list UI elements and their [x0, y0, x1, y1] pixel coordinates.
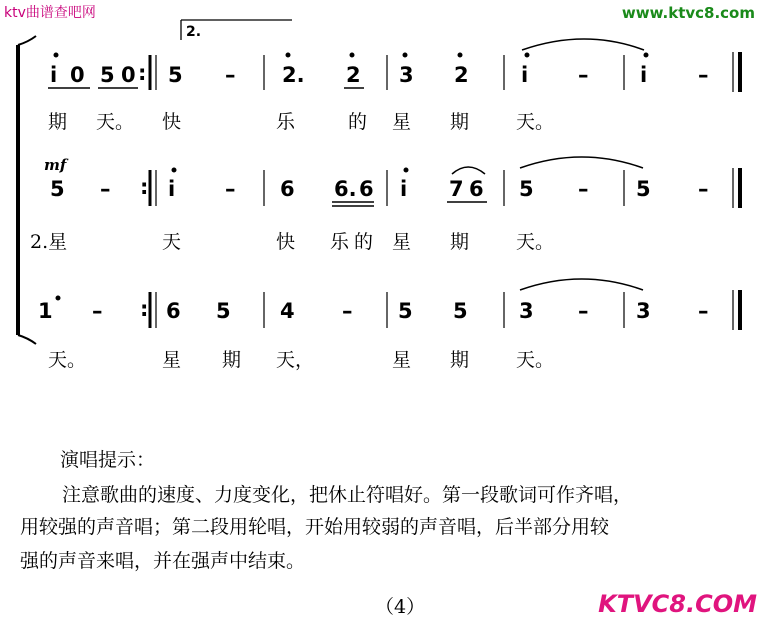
- tips-line-3: 强的声音来唱，并在强声中结束。: [20, 550, 306, 572]
- watermark-top-left: ktv曲谱查吧网: [4, 5, 96, 21]
- note: 3: [399, 63, 414, 87]
- note: 2.: [282, 63, 305, 87]
- dash: –: [698, 177, 709, 201]
- note: 5: [398, 299, 413, 323]
- dash: –: [100, 177, 111, 201]
- note: 6.: [334, 177, 357, 201]
- dash: –: [92, 299, 103, 323]
- note: 2: [454, 63, 469, 87]
- dash: –: [342, 299, 353, 323]
- lyric: 的: [354, 231, 374, 253]
- lyric: 的: [348, 111, 368, 133]
- note: 3: [636, 299, 651, 323]
- lyric: 期: [450, 231, 470, 253]
- note: 4: [280, 299, 295, 323]
- repeat-sign: :: [138, 61, 147, 85]
- note: i: [640, 63, 648, 87]
- row2-marks: [150, 157, 740, 208]
- row3-lyrics: [48, 349, 554, 371]
- tips-line-2: 用较强的声音唱；第二段用轮唱，开始用较弱的声音唱，后半部分用较: [20, 516, 610, 538]
- note: 3: [519, 299, 534, 323]
- note: i: [50, 63, 58, 87]
- repeat-sign: :: [140, 297, 149, 321]
- lyric: 星: [392, 349, 412, 371]
- lyric: 期: [48, 111, 68, 133]
- watermark-top-right: www.ktvc8.com: [621, 4, 755, 22]
- note: i: [400, 177, 408, 201]
- note: 6: [359, 177, 374, 201]
- lyric: 星: [392, 231, 412, 253]
- lyric: 星: [162, 349, 182, 371]
- lyric: 2.星: [30, 231, 68, 253]
- note: 0: [70, 63, 85, 87]
- note: 6: [280, 177, 295, 201]
- note: 5: [636, 177, 651, 201]
- note: 6: [166, 299, 181, 323]
- dash: –: [578, 299, 589, 323]
- lyric: 期: [222, 349, 242, 371]
- note: 5: [100, 63, 115, 87]
- tips-line-1: 注意歌曲的速度、力度变化，把休止符唱好。第一段歌词可作齐唱，: [62, 484, 633, 506]
- lyric: 期: [450, 349, 470, 371]
- note: i: [521, 63, 529, 87]
- lyric: 天。: [516, 111, 555, 133]
- note: 2: [346, 63, 361, 87]
- row1-marks: [48, 39, 740, 92]
- lyric: 快: [276, 231, 296, 253]
- lyric: 天，: [276, 349, 315, 371]
- lyric: 天。: [516, 349, 555, 371]
- row1-lyrics: [48, 111, 554, 133]
- dash: –: [698, 299, 709, 323]
- note: 5: [216, 299, 231, 323]
- repeat-sign: :: [140, 175, 149, 199]
- lyric: 期: [450, 111, 470, 133]
- note: 5: [453, 299, 468, 323]
- note: 5: [168, 63, 183, 87]
- tips-title: 演唱提示：: [60, 449, 156, 471]
- row2-lyrics: [30, 231, 554, 253]
- note: 7: [449, 177, 464, 201]
- lyric: 快: [162, 111, 182, 133]
- lyric: 星: [392, 111, 412, 133]
- note: 1: [38, 299, 53, 323]
- note: i: [168, 177, 176, 201]
- dash: –: [225, 63, 236, 87]
- dash: –: [225, 177, 236, 201]
- lyric: 乐: [276, 111, 296, 133]
- dynamic-mark: mf: [44, 156, 67, 174]
- note: 5: [519, 177, 534, 201]
- lyric: 天。: [48, 349, 87, 371]
- watermark-bottom-right: KTVC8.COM: [598, 590, 757, 618]
- dash: –: [578, 63, 589, 87]
- dash: –: [698, 63, 709, 87]
- note: 0: [121, 63, 136, 87]
- page-number: （4）: [375, 596, 426, 618]
- row3-notes: [38, 297, 709, 323]
- dash: –: [578, 177, 589, 201]
- system-bracket: [18, 36, 36, 344]
- lyric: 天。: [516, 231, 555, 253]
- note: 6: [469, 177, 484, 201]
- volta-label: 2.: [186, 24, 202, 40]
- note: 5: [50, 177, 65, 201]
- lyric: 乐: [330, 231, 350, 253]
- lyric: 天。: [96, 111, 135, 133]
- lyric: 天: [162, 231, 182, 253]
